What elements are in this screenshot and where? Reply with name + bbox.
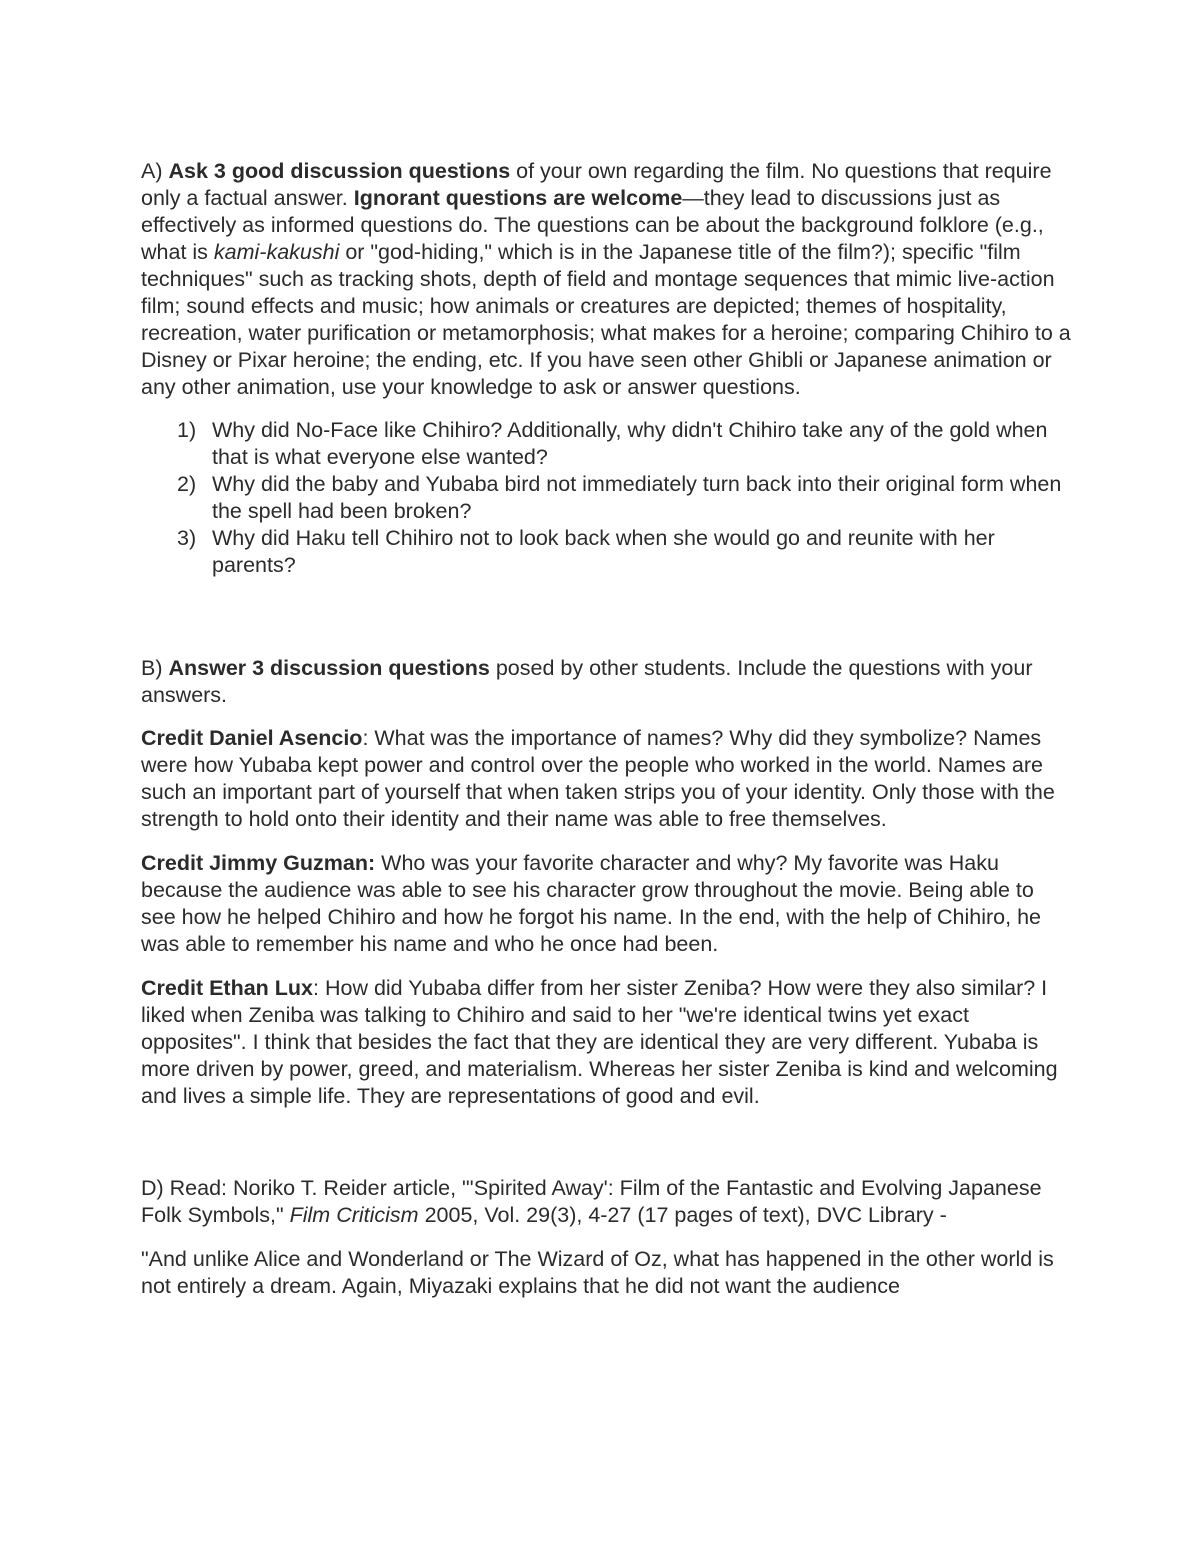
- answer-paragraph: [141, 850, 1071, 958]
- section-d-paragraph: [141, 1175, 1071, 1229]
- section-b-text: posed by other students. Include the questions with your answers.: [141, 656, 1033, 707]
- question-item: [141, 525, 1071, 579]
- section-d-text-1: D) Read: Noriko T. Reider article, "'Spirited Away': Film of the Fantastic and Evolving Japanese Folk Symbols,": [141, 1176, 1042, 1227]
- question-text: Why did the baby and Yubaba bird not immediately turn back into their original form when the spell had been broken?: [212, 472, 1062, 523]
- section-a-italic-term: kami-kakushi: [213, 240, 340, 264]
- spacer: [141, 1127, 1071, 1175]
- question-number: 2): [177, 472, 197, 496]
- answer-text: : What was the importance of names? Why did they symbolize? Names were how Yubaba kept power and control over the people who worked in the world. Names are such an important part of yourself that when taken strips you of your identity. Only those with the strength to hold onto their identity and their name was able to free themselves.: [141, 726, 1055, 831]
- section-b-prefix: B): [141, 656, 169, 680]
- section-a-bold-heading: Ask 3 good discussion questions: [168, 159, 511, 183]
- question-text: Why did Haku tell Chihiro not to look back when she would go and reunite with her parents?: [212, 526, 995, 577]
- section-b-bold-heading: Answer 3 discussion questions: [168, 656, 490, 680]
- question-text: Why did No-Face like Chihiro? Additionally, why didn't Chihiro take any of the gold when that is what everyone else wanted?: [212, 418, 1048, 469]
- question-list: [141, 417, 1071, 579]
- question-number: 1): [177, 418, 197, 442]
- section-a-text-1: of your own regarding the film. No questions that require only a factual answer.: [141, 159, 1052, 210]
- section-d-journal-title: Film Criticism: [289, 1203, 419, 1227]
- spacer: [141, 579, 1071, 655]
- document-page: [141, 158, 1071, 1300]
- section-a-bold-ignorant: Ignorant questions are welcome: [353, 186, 683, 210]
- answer-text: : How did Yubaba differ from her sister Zeniba? How were they also similar? I liked when Zeniba was talking to Chihiro and said to her "we're identical twins yet exact opposites". I think that besides the fact that they are identical they are very different. Yubaba is more driven by power, greed, and materialism. Whereas her sister Zeniba is kind and welcoming and lives a simple life. They are representations of good and evil.: [141, 976, 1058, 1108]
- question-number: 3): [177, 526, 197, 550]
- question-item: [141, 471, 1071, 525]
- answer-credit: Credit Ethan Lux: [141, 976, 314, 1000]
- section-a-text-2: —they lead to discussions just as effectively as informed questions do. The questions can be about the background folklore (e.g., what is: [141, 186, 1044, 264]
- answer-credit: Credit Daniel Asencio: [141, 726, 363, 750]
- answer-paragraph: [141, 725, 1071, 833]
- section-b-paragraph: [141, 655, 1071, 709]
- section-d-text-2: 2005, Vol. 29(3), 4-27 (17 pages of text), DVC Library -: [418, 1203, 947, 1227]
- answer-paragraph: [141, 975, 1071, 1110]
- section-a-paragraph: [141, 158, 1071, 401]
- answer-text: Who was your favorite character and why? My favorite was Haku because the audience was able to see his character grow throughout the movie. Being able to see how he helped Chihiro and how he forgot his name. In the end, with the help of Chihiro, he was able to remember his name and who he once had been.: [141, 851, 1041, 956]
- answer-credit: Credit Jimmy Guzman:: [141, 851, 376, 875]
- section-a-prefix: A): [141, 159, 169, 183]
- section-d-quote: "And unlike Alice and Wonderland or The Wizard of Oz, what has happened in the other world is not entirely a dream. Again, Miyazaki explains that he did not want the audience: [141, 1247, 1054, 1298]
- section-a-text-3: or "god-hiding," which is in the Japanese title of the film?); specific "film techniques" such as tracking shots, depth of field and montage sequences that mimic live-action film; sound effects and music; how animals or creatures are depicted; themes of hospitality, recreation, water purification or metamorphosis; what makes for a heroine; comparing Chihiro to a Disney or Pixar heroine; the ending, etc. If you have seen other Ghibli or Japanese animation or any other animation, use your knowledge to ask or answer questions.: [141, 240, 1071, 399]
- question-item: [141, 417, 1071, 471]
